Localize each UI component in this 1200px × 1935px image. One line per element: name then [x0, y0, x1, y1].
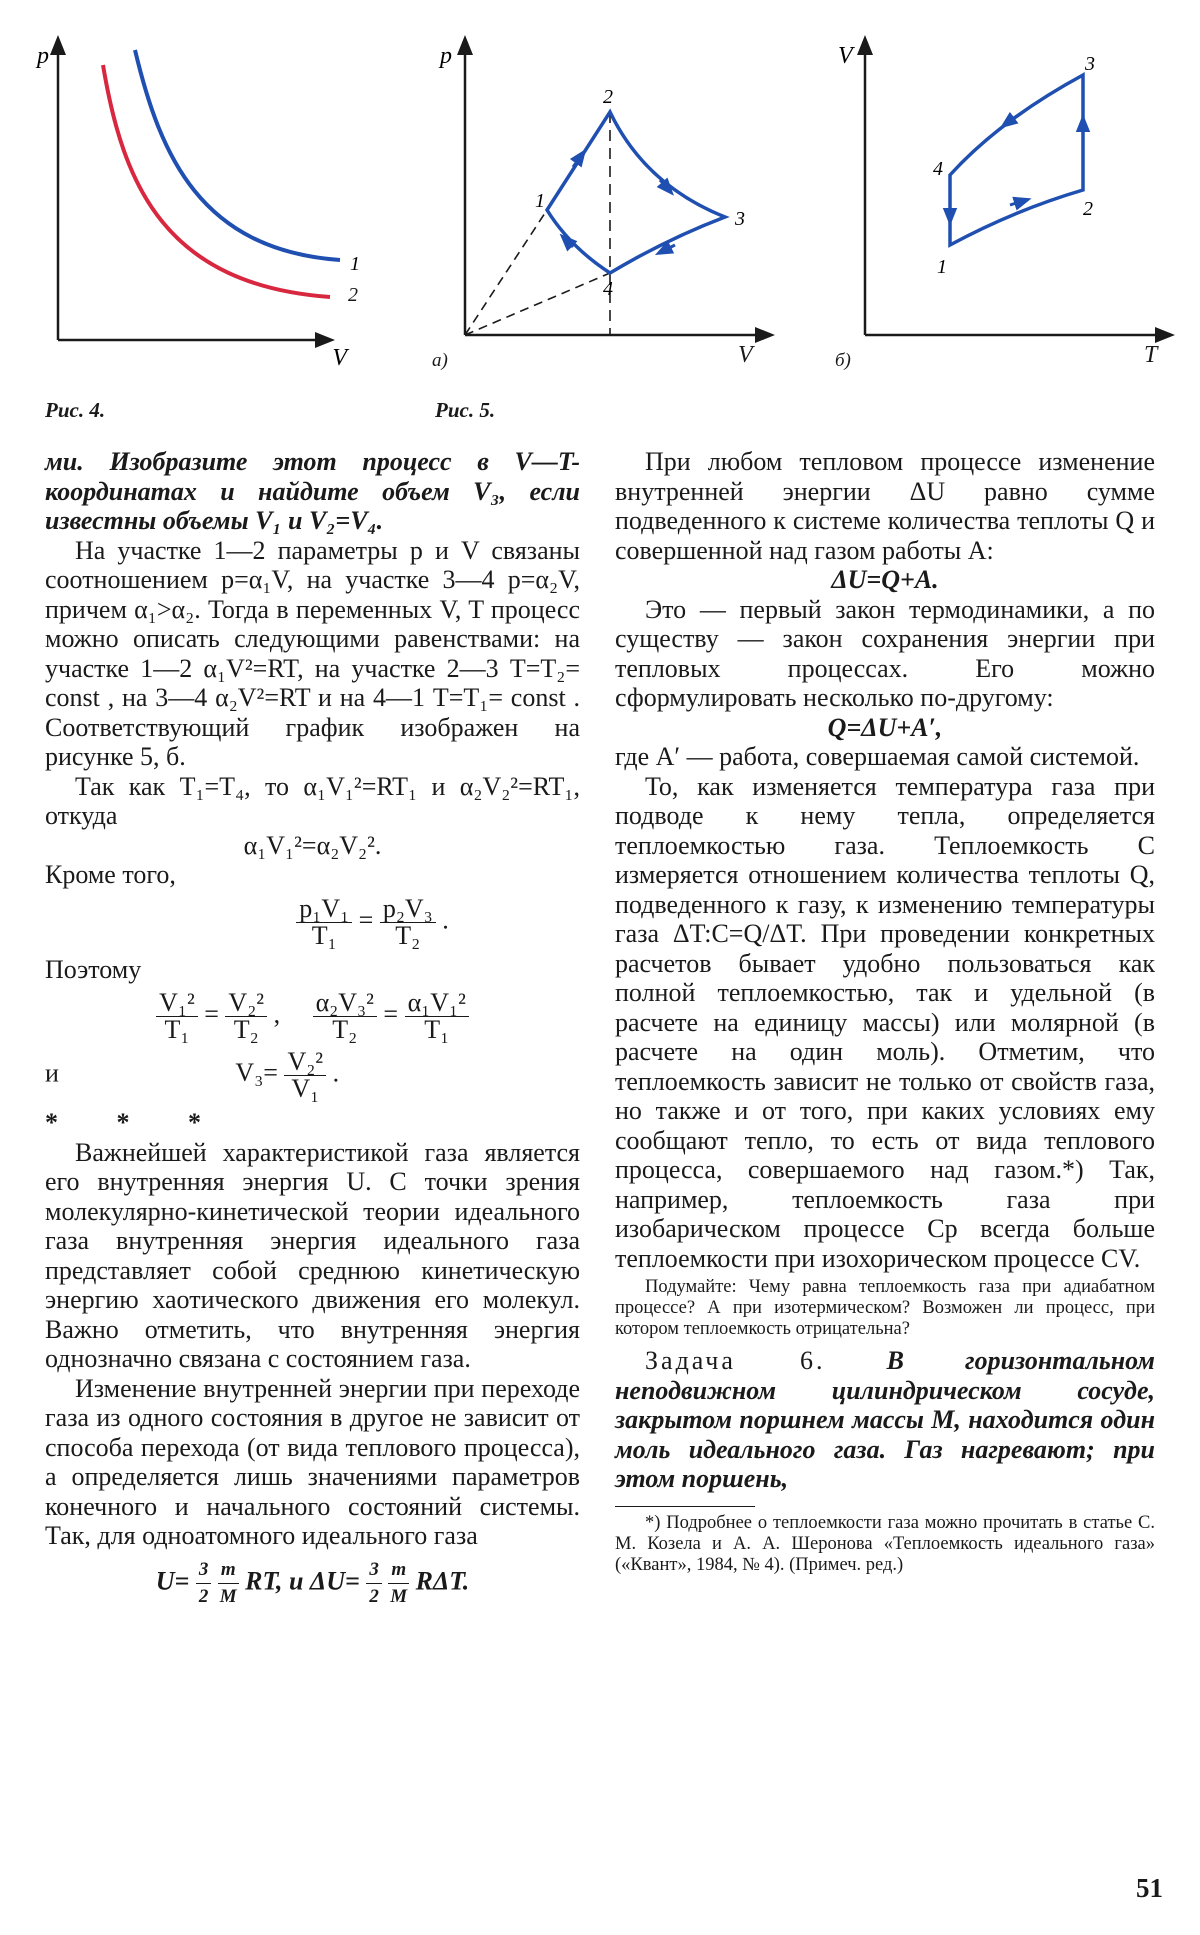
note: Подумайте: Чему равна теплоемкость газа при адиабатном процессе? А при изотермическом? Возможен ли процесс, при котором теплоемкость отрицательна? — [615, 1277, 1155, 1339]
figure-5a-pv-cycle — [435, 35, 765, 365]
paragraph: Это — первый закон термодинамики, а по существу — закон сохранения энергии при тепловых процессах. Его можно сформулировать несколько по-другому: — [615, 594, 1155, 712]
paragraph: При любом тепловом процессе изменение внутренней энергии ΔU равно сумме подведенного к системе количества теплоты Q и совершенной над газом работы A: — [615, 447, 1155, 565]
point-4-label: 4 — [933, 158, 943, 180]
page-number: 51 — [1136, 1873, 1163, 1903]
footnote-rule — [615, 1506, 755, 1507]
equation-fractions: $\frac{\text{V₁²}}{\text{T₁}}$ = $\frac{\text{V₂²}}{\text{T₂}}$ , $\frac{\text{α₂V₃²}}{\text{T₂}}$ = $\frac{\text{α₁V₁²}}{\text{T₁}}$ — [45, 990, 580, 1043]
panel-b-label: б) — [835, 350, 851, 371]
caption-fig5: Рис. 5. — [435, 398, 496, 422]
section-separator: * * * — [45, 1108, 227, 1137]
x-axis-label: V — [332, 345, 347, 371]
left-column — [45, 447, 580, 1616]
paragraph: Поэтому — [45, 954, 142, 984]
caption-fig4: Рис. 4. — [45, 398, 106, 422]
point-3-label: 3 — [735, 208, 745, 230]
cycle-path — [547, 112, 725, 273]
paragraph: Кроме того, — [45, 860, 176, 889]
point-2-label: 2 — [603, 86, 613, 108]
point-4-label: 4 — [603, 278, 613, 300]
point-2-label: 2 — [1083, 198, 1093, 220]
task-continuation: ми. Изобразите этот процесс в V—T-координатах и найдите объем V₃, если известны объемы V₁ и V₂=V₄. — [45, 447, 580, 535]
figure-5b-vt-cycle — [835, 35, 1170, 365]
equation: ΔU=Q+A. — [831, 565, 939, 594]
equation: Q=ΔU+A′, — [827, 712, 943, 742]
paragraph: Важнейшей характеристикой газа является его внутренняя энергия U. С точки зрения молекулярно-кинетической теории идеального газа внутренняя энергия идеального газа представляет собой среднюю кинетическую энергию хаотического движения его молекул. Важно отметить, что внутренняя энергия однозначно связана с состоянием газа. — [45, 1137, 580, 1373]
y-axis-label: p — [37, 43, 49, 69]
task-6 — [615, 1346, 1155, 1494]
isotherm-curve-2 — [103, 65, 330, 297]
equation-energy: U= $\frac{3}{2}$ $\frac{m}{M}$ RT, и ΔU= $\frac{3}{2}$ $\frac{m}{M}$ RΔT. — [155, 1558, 470, 1607]
point-1-label: 1 — [937, 256, 947, 278]
right-column — [615, 447, 1155, 1576]
equation: α₁V₁²=α₂V₂². — [243, 830, 382, 860]
point-3-label: 3 — [1085, 53, 1095, 75]
equation-v3: и V₃= $\frac{\text{V₂²}}{\text{V₁}}$ . — [45, 1047, 340, 1103]
y-axis-label: V — [838, 43, 853, 69]
paragraph: Изменение внутренней энергии при переходе газа из одного состояния в другое не зависит от способа перехода (от вида теплового процесса), а определяется лишь значениями параметров конечного и начального состояний системы. Так, для одноатомного идеального газа — [45, 1373, 580, 1550]
paragraph: Так как T₁=T₄, то α₁V₁²=RT₁ и α₂V₂²=RT₁, откуда — [45, 771, 580, 830]
y-axis-label: p — [440, 43, 452, 69]
task-text: В горизонтальном неподвижном цилиндрическом сосуде, закрытом поршнем массы M, находится один моль идеального газа. Газ нагревают; при этом поршень, — [615, 1346, 1155, 1493]
paragraph: То, как изменяется температура газа при подводе к нему тепла, определяется теплоемкостью газа. Теплоемкость C измеряется отношением количества теплоты Q, подведенного к газу, к изменению температуры газа ΔT:C=Q/ΔT. При проведении конкретных расчетов бывает удобно пользоваться как полной теплоемкостью, так и удельной (в расчете на единицу массы) или молярной (в расчете на один моль). Отметим, что теплоемкость зависит не только от свойств газа, но также и от того, при каких условиях ему сообщают тепло, то есть от вида теплового процесса, совершаемого над газом.*) Так, например, теплоемкость газа при изобарическом процессе Cp всегда больше теплоемкости при изохорическом процессе CV. — [615, 771, 1155, 1273]
x-axis-label: V — [738, 342, 753, 368]
figure-4-isotherms — [35, 35, 360, 371]
footnote: *) Подробнее о теплоемкости газа можно прочитать в статье С. М. Козела и А. А. Шеронова «Теплоемкость идеального газа» («Квант», 1984, № 4). (Примеч. ред.) — [615, 1512, 1155, 1575]
cycle-path — [950, 75, 1083, 245]
paragraph: где A′ — работа, совершаемая самой системой. — [615, 742, 1140, 771]
point-1-label: 1 — [535, 190, 545, 212]
curve-1-label: 1 — [350, 253, 360, 275]
equation-fraction: $\frac{\text{p₁V₁}}{\text{T₁}}$ = $\frac{\text{p₂V₃}}{\text{T₂}}$ . — [45, 896, 580, 949]
task-label: Задача 6. — [645, 1346, 826, 1375]
paragraph: На участке 1—2 параметры p и V связаны соотношением p=α₁V, на участке 3—4 p=α₂V, причем α₁>α₂. Тогда в переменных V, T процесс можно описать следующими равенствами: на участке 1—2 α₁V²=RT, на участке 2—3 T=T₂= const , на 3—4 α₂V²=RT и на 4—1 T=T₁= const . Соответствующий график изображен на рисунке 5, б. — [45, 535, 580, 771]
curve-2-label: 2 — [348, 284, 358, 306]
x-axis-label: T — [1144, 342, 1158, 368]
panel-a-label: а) — [432, 350, 448, 371]
